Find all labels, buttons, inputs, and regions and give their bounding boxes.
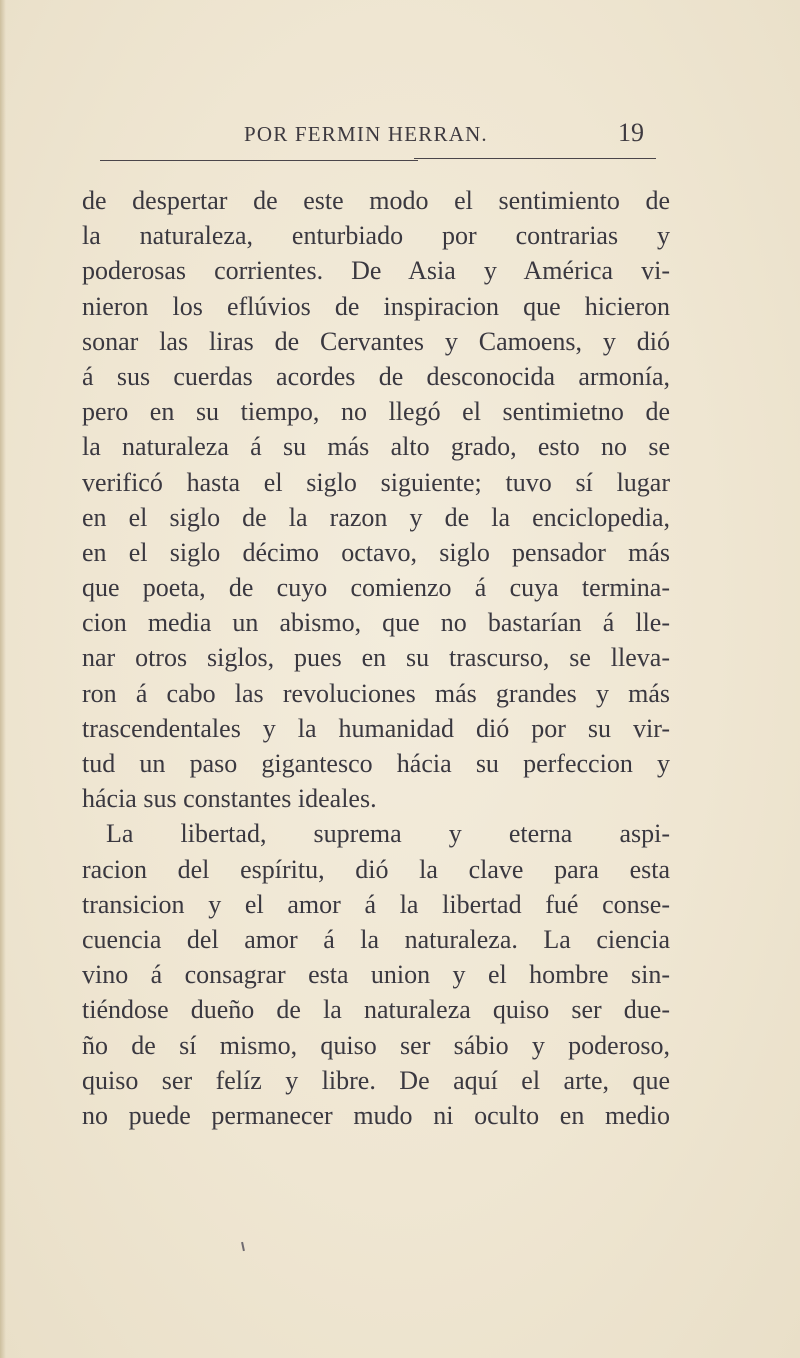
text-line: la naturaleza á su más alto grado, esto no se — [82, 432, 670, 462]
text-line: de despertar de este modo el sentimiento de — [82, 186, 670, 215]
page-number: 19 — [618, 118, 644, 147]
text-line: que poeta, de cuyo comienzo á cuya termina- — [82, 573, 670, 603]
page-edge-shadow — [0, 0, 6, 1358]
text-line: transicion y el amor á la libertad fué conse- — [82, 889, 670, 919]
text-line: nieron los eflúvios de inspiracion que hicieron — [82, 291, 670, 321]
text-line: ño de sí mismo, quiso ser sábio y poderoso, — [82, 1030, 670, 1060]
text-line: la naturaleza, enturbiado por contrarias y — [82, 221, 670, 251]
paragraph-first-line: La libertad, suprema y eterna aspi- — [106, 819, 670, 849]
text-line: vino á consagrar esta union y el hombre sin- — [82, 960, 670, 990]
body-text — [82, 183, 670, 1133]
text-line: quiso ser felíz y libre. De aquí el arte, que — [82, 1065, 670, 1095]
text-line: pero en su tiempo, no llegó el sentimietno de — [82, 397, 670, 427]
paper-speck — [241, 1242, 245, 1251]
text-line: en el siglo décimo octavo, siglo pensador más — [82, 537, 670, 567]
text-line: poderosas corrientes. De Asia y América vi- — [82, 256, 670, 286]
text-line: á sus cuerdas acordes de desconocida armonía, — [82, 361, 670, 391]
running-head: POR FERMIN HERRAN. — [244, 122, 488, 146]
text-line: nar otros siglos, pues en su trascurso, se lleva- — [82, 643, 670, 673]
text-line: cion media un abismo, que no bastarían á lle- — [82, 608, 670, 638]
text-line: no puede permanecer mudo ni oculto en medio — [82, 1100, 670, 1130]
text-line: cuencia del amor á la naturaleza. La ciencia — [82, 924, 670, 954]
text-line: racion del espíritu, dió la clave para esta — [82, 854, 670, 884]
text-line: tud un paso gigantesco hácia su perfeccion y — [82, 749, 670, 778]
text-line: en el siglo de la razon y de la enciclopedia, — [82, 502, 670, 532]
header-rule-right — [414, 158, 656, 159]
paragraph-last-line: hácia sus constantes ideales. — [82, 784, 377, 814]
text-line: ron á cabo las revoluciones más grandes y más — [82, 678, 670, 708]
text-line: trascendentales y la humanidad dió por su vir- — [82, 713, 670, 743]
text-line: tiéndose dueño de la naturaleza quiso ser due- — [82, 995, 670, 1025]
text-line: verificó hasta el siglo siguiente; tuvo sí lugar — [82, 467, 670, 497]
header-rule-left — [100, 160, 418, 161]
text-line: sonar las liras de Cervantes y Camoens, y dió — [82, 326, 670, 356]
page-header — [82, 118, 656, 154]
